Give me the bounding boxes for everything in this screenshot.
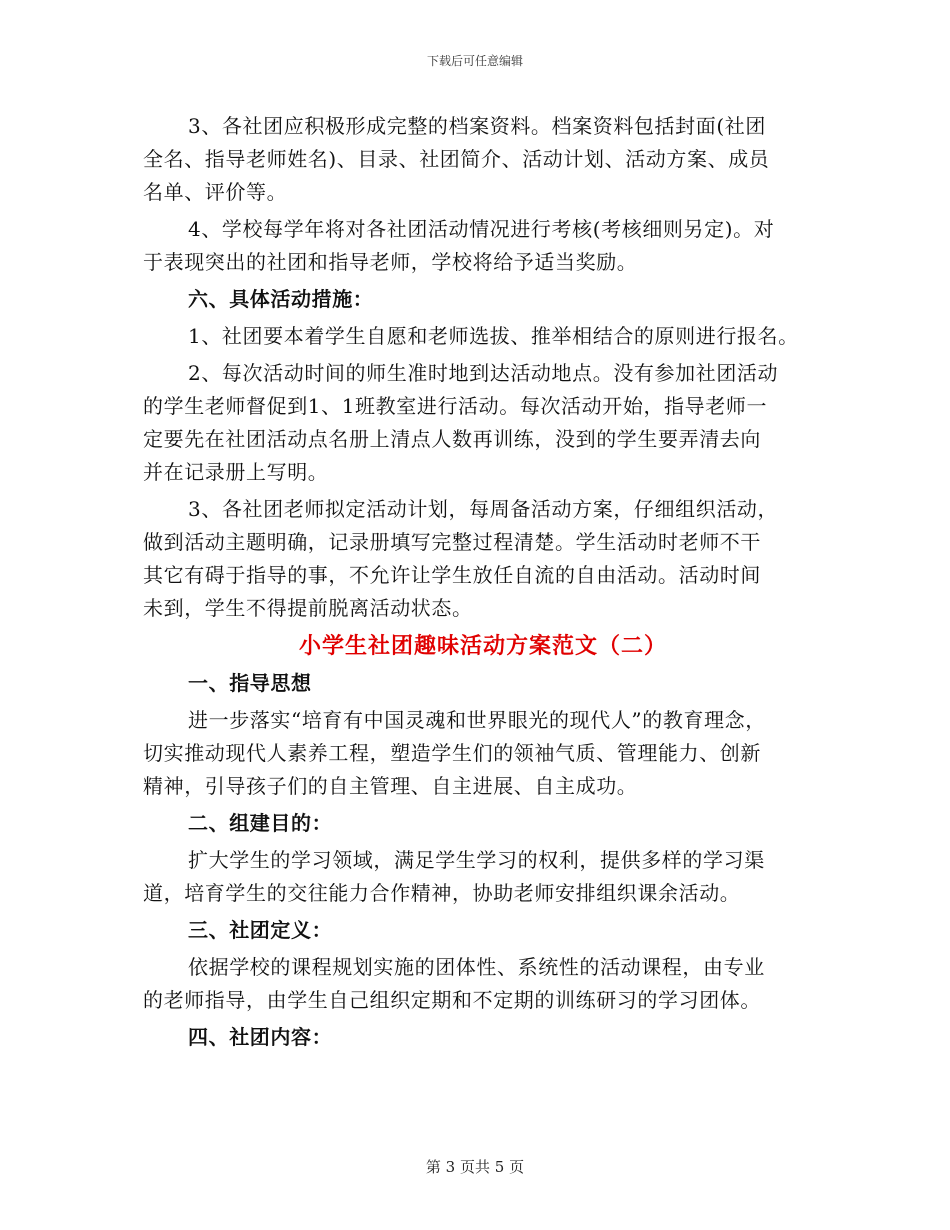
paragraph-archive	[143, 110, 823, 209]
heading-guiding-ideology	[143, 667, 823, 700]
text-line: 全名、指导老师姓名)、目录、社团简介、活动计划、活动方案、成员	[143, 147, 770, 171]
paragraph-purpose	[143, 844, 823, 910]
text-line: 扩大学生的学习领域，满足学生学习的权利，提供多样的学习渠	[188, 848, 765, 872]
section-heading: 三、社团定义：	[188, 918, 333, 942]
paragraph-measure-3	[143, 493, 823, 625]
document-title: 小学生社团趣味活动方案范文（二）	[298, 633, 667, 659]
text-line: 精神，引导孩子们的自主管理、自主进展、自主成功。	[143, 774, 638, 798]
text-line: 做到活动主题明确，记录册填写完整过程清楚。学生活动时老师不干	[143, 530, 761, 554]
text-line: 并在记录册上写明。	[143, 460, 329, 484]
text-line: 于表现突出的社团和指导老师，学校将给予适当奖励。	[143, 250, 638, 274]
text-line: 2、每次活动时间的师生准时地到达活动地点。没有参加社团活动	[188, 361, 779, 385]
section-heading: 四、社团内容：	[188, 1025, 333, 1049]
section-heading: 一、指导思想	[188, 671, 312, 695]
text-line: 4、学校每学年将对各社团活动情况进行考核(考核细则另定)。对	[188, 217, 775, 241]
document-body	[143, 110, 823, 1058]
page-header: 下载后可任意编辑	[426, 54, 523, 68]
text-line: 依据学校的课程规划实施的团体性、系统性的活动课程，由专业	[188, 955, 765, 979]
text-line: 的学生老师督促到1、1班教室进行活动。每次活动开始，指导老师一	[143, 394, 768, 418]
heading-purpose	[143, 807, 823, 840]
heading-measures	[143, 283, 823, 316]
text-line: 道，培育学生的交往能力合作精神，协助老师安排组织课余活动。	[143, 881, 741, 905]
heading-content	[143, 1021, 823, 1054]
paragraph-measure-1	[143, 320, 823, 353]
text-line: 3、各社团应积极形成完整的档案资料。档案资料包括封面(社团	[188, 114, 766, 138]
text-line: 进一步落实“培育有中国灵魂和世界眼光的现代人”的教育理念，	[188, 708, 766, 732]
paragraph-measure-2	[143, 357, 823, 489]
page-footer: 第 3 页共 5 页	[425, 1158, 525, 1176]
text-line: 切实推动现代人素养工程，塑造学生们的领袖气质、管理能力、创新	[143, 741, 761, 765]
paragraph-assessment	[143, 213, 823, 279]
section-heading: 六、具体活动措施：	[188, 287, 374, 311]
heading-definition	[143, 914, 823, 947]
text-line: 定要先在社团活动点名册上清点人数再训练，没到的学生要弄清去向	[143, 427, 761, 451]
paragraph-guiding-ideology	[143, 704, 823, 803]
text-line: 3、各社团老师拟定活动计划，每周备活动方案，仔细组织活动，	[188, 497, 779, 521]
text-line: 未到，学生不得提前脱离活动状态。	[143, 596, 473, 620]
paragraph-definition	[143, 951, 823, 1017]
text-line: 1、社团要本着学生自愿和老师选拔、推举相结合的原则进行报名。	[188, 324, 799, 348]
text-line: 其它有碍于指导的事，不允许让学生放任自流的自由活动。活动时间	[143, 563, 761, 587]
text-line: 名单、评价等。	[143, 180, 288, 204]
text-line: 的老师指导，由学生自己组织定期和不定期的训练研习的学习团体。	[143, 988, 761, 1012]
section-heading: 二、组建目的：	[188, 811, 333, 835]
